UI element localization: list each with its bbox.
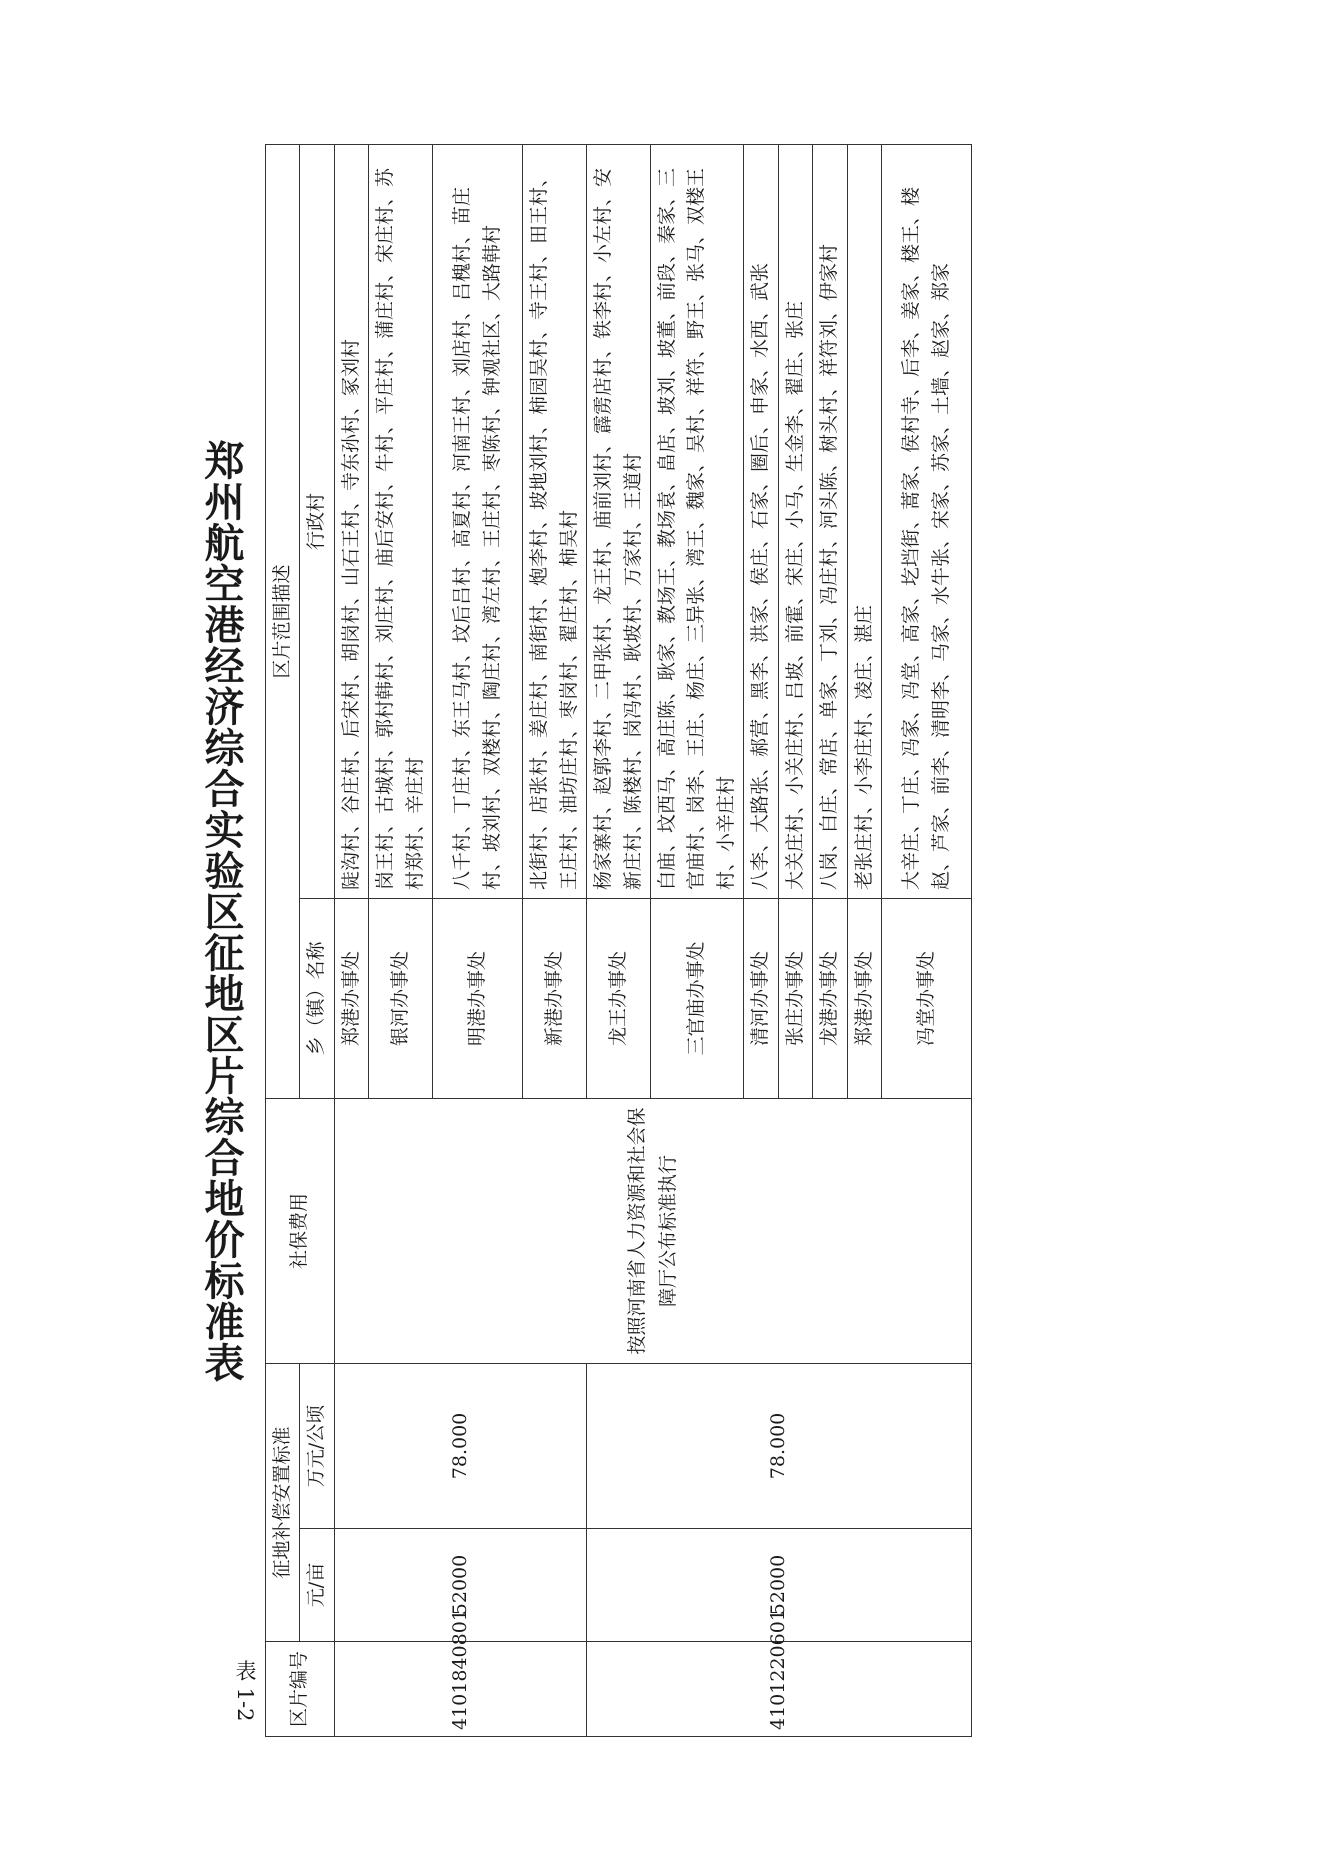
township-cell: 清河办事处: [744, 898, 778, 1098]
villages-cell: 岗王村、古城村、郭村韩村、刘庄村、庙后安村、牛村、平庄村、蒲庄村、宋庄村、苏村郑村、辛庄村: [369, 144, 433, 898]
header-zone-id: 区片编号: [266, 1642, 335, 1737]
zone-per-hectare-cell: 78.000: [334, 1363, 586, 1528]
zone-id-cell: 4101840801: [334, 1642, 586, 1737]
social-security-cell: 按照河南省人力资源和社会保障厅公布标准执行: [334, 1098, 971, 1363]
zone-per-mu-cell: 52000: [587, 1529, 972, 1642]
zone-per-hectare-cell: 78.000: [587, 1363, 972, 1528]
zone-id-cell: 4101220601: [587, 1642, 972, 1737]
villages-cell: 杨家寨村、赵郭李村、二甲张村、龙王村、庙前刘村、霹雳店村、铁李村、小左村、安新庄村、陈楼村、岗冯村、耿坡村、万家村、王道村: [587, 144, 651, 898]
header-zone-range: 区片范围描述: [266, 144, 300, 1098]
land-price-table-sheet: [265, 145, 1040, 1737]
township-cell: 明港办事处: [433, 898, 523, 1098]
page-title: 郑州航空港经济综合实验区征地区片综合地价标准表: [198, 440, 244, 1383]
township-cell: 银河办事处: [369, 898, 433, 1098]
township-cell: 张庄办事处: [778, 898, 812, 1098]
township-cell: 龙王办事处: [587, 898, 651, 1098]
table-number: 表 1-2: [233, 1660, 257, 1722]
header-township: 乡（镇）名称: [300, 898, 334, 1098]
villages-cell: 大关庄村、小关庄村、吕坡、前霍、宋庄、小马、生金李、翟庄、张庄: [778, 144, 812, 898]
villages-cell: 八千村、丁庄村、东王马村、坟后吕村、高夏村、河南王村、刘店村、吕槐村、苗庄村、坡刘村、双楼村、陶庄村、湾左村、王庄村、枣陈村、钟观社区、大路韩村: [433, 144, 523, 898]
zone-per-mu-cell: 52000: [334, 1529, 586, 1642]
table-row: [587, 144, 651, 1736]
header-villages: 行政村: [300, 144, 334, 898]
township-cell: 郑港办事处: [334, 898, 368, 1098]
villages-cell: 陡沟村、谷庄村、后宋村、胡岗村、山石王村、寺东孙村、冢刘村: [334, 144, 368, 898]
villages-cell: 八岗、白庄、常店、单家、丁刘、冯庄村、河头陈、树头村、祥符刘、伊家村: [813, 144, 847, 898]
villages-cell: 北街村、店张村、姜庄村、南街村、炮李村、坡地刘村、柿园吴村、寺王村、田王村、王庄村、油坊庄村、枣岗村、翟庄村、柿吴村: [523, 144, 587, 898]
header-compensation: 征地补偿安置标准: [266, 1363, 300, 1641]
township-cell: 三官庙办事处: [650, 898, 743, 1098]
header-social-security: 社保费用: [266, 1098, 335, 1363]
header-per-hectare: 万元/公顷: [300, 1363, 334, 1528]
township-cell: 新港办事处: [523, 898, 587, 1098]
township-cell: 冯堂办事处: [882, 898, 972, 1098]
villages-cell: 大辛庄、丁庄、冯家、冯堂、高家、圪垱街、蒿家、侯村寺、后李、姜家、楼王、楼赵、芦家、前李、清明李、马家、水牛张、宋家、苏家、土墙、赵家、郑家: [882, 144, 972, 898]
villages-cell: 白庙、坟西马、高庄陈、耿家、教场王、教场袁、畠店、坡刘、坡董、前段、秦家、三官庙村、岗李、王庄、杨庄、三异张、湾王、魏家、吴村、祥符、野王、张马、双楼王村、小辛庄村: [650, 144, 743, 898]
villages-cell: 八李、大路张、郝营、黑李、洪家、侯庄、石家、圈后、申家、水西、武张: [744, 144, 778, 898]
villages-cell: 老张庄村、小李庄村、凌庄、湛庄: [847, 144, 881, 898]
land-price-table: [265, 144, 972, 1737]
township-cell: 龙港办事处: [813, 898, 847, 1098]
header-per-mu: 元/亩: [300, 1529, 334, 1642]
township-cell: 郑港办事处: [847, 898, 881, 1098]
table-row: [334, 144, 368, 1736]
